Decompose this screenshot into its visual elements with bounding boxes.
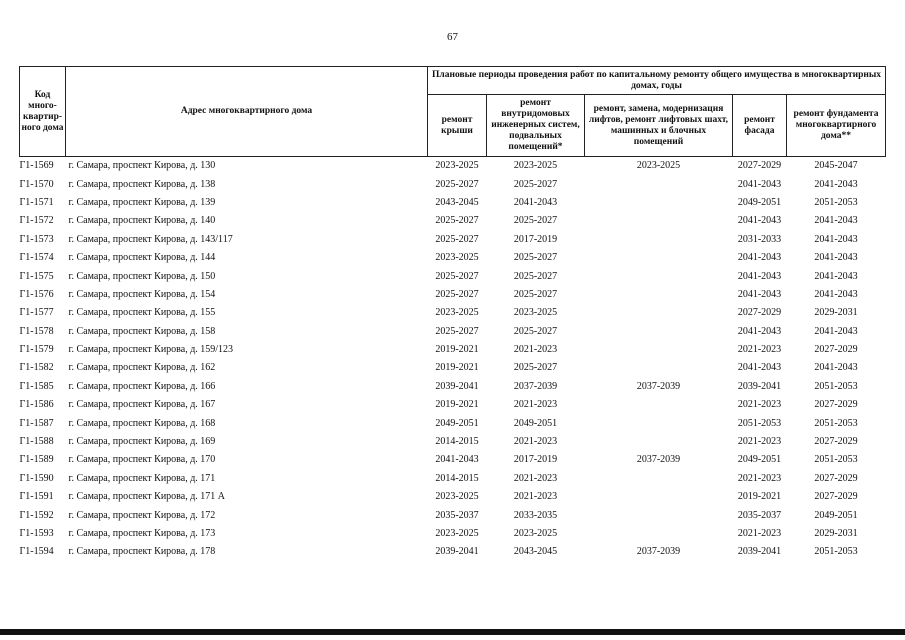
table-row (20, 231, 886, 249)
cell-address: г. Самара, проспект Кирова, д. 139 (68, 196, 216, 208)
cell-elevators (585, 414, 733, 432)
cell-engineering: 2023-2025 (513, 528, 558, 539)
cell-roof: 2019-2021 (435, 344, 479, 356)
cell-foundation: 2051-2053 (814, 546, 858, 558)
cell-elevators: 2037-2039 (636, 454, 681, 466)
cell-foundation: 2051-2053 (814, 454, 858, 466)
cell-roof: 2019-2021 (435, 399, 479, 411)
cell-code: Г1-1572 (19, 215, 54, 227)
cell-code: Г1-1578 (19, 325, 54, 337)
cell-code: Г1-1594 (19, 546, 54, 558)
table-row (20, 525, 886, 543)
cell-engineering: 2025-2027 (513, 362, 558, 374)
table-row (20, 506, 886, 524)
cell-code: Г1-1593 (19, 528, 54, 539)
cell-code: Г1-1591 (19, 491, 54, 503)
cell-address: г. Самара, проспект Кирова, д. 144 (68, 252, 216, 264)
cell-foundation: 2051-2053 (814, 196, 858, 208)
cell-elevators (585, 323, 733, 341)
cell-facade: 2041-2043 (737, 288, 782, 300)
cell-roof: 2025-2027 (435, 233, 479, 245)
table-row (20, 194, 886, 212)
table-body (20, 157, 886, 562)
cell-engineering: 2049-2051 (513, 417, 558, 429)
cell-elevators: 2037-2039 (636, 546, 681, 558)
cell-code: Г1-1577 (19, 307, 54, 319)
cell-foundation: 2027-2029 (814, 436, 858, 448)
cell-elevators (585, 286, 733, 304)
cell-facade: 2041-2043 (737, 325, 782, 337)
cell-engineering: 2023-2025 (513, 307, 558, 319)
cell-facade: 2041-2043 (737, 178, 782, 190)
cell-foundation: 2045-2047 (814, 160, 858, 172)
cell-engineering: 2025-2027 (513, 215, 558, 227)
table-row (20, 286, 886, 304)
cell-facade: 2041-2043 (737, 362, 782, 374)
cell-foundation: 2041-2043 (814, 270, 858, 282)
cell-foundation: 2041-2043 (814, 252, 858, 264)
cell-roof: 2023-2025 (435, 252, 479, 264)
table-row (20, 341, 886, 359)
header-roof: ремонт крыши (428, 95, 487, 157)
cell-address: г. Самара, проспект Кирова, д. 143/117 (68, 233, 233, 245)
cell-code: Г1-1586 (19, 399, 54, 411)
cell-foundation: 2051-2053 (814, 380, 858, 392)
cell-address: г. Самара, проспект Кирова, д. 159/123 (68, 344, 234, 356)
cell-engineering: 2017-2019 (513, 233, 558, 245)
cell-elevators: 2037-2039 (636, 380, 681, 392)
cell-elevators (585, 267, 733, 285)
cell-elevators (585, 488, 733, 506)
cell-engineering: 2037-2039 (513, 380, 558, 392)
header-engineering: ремонт внутридомовых инженерных систем, подвальных помещений* (487, 95, 585, 157)
cell-address: г. Самара, проспект Кирова, д. 154 (68, 288, 216, 300)
table-row (20, 433, 886, 451)
table-header (20, 67, 886, 157)
cell-code: Г1-1590 (19, 472, 54, 484)
cell-elevators (585, 433, 733, 451)
cell-foundation: 2029-2031 (814, 528, 858, 539)
cell-roof: 2014-2015 (435, 436, 479, 448)
cell-roof: 2025-2027 (435, 325, 479, 337)
cell-foundation: 2027-2029 (814, 399, 858, 411)
cell-address: г. Самара, проспект Кирова, д. 158 (68, 325, 216, 337)
cell-roof: 2014-2015 (435, 472, 479, 484)
cell-facade: 2021-2023 (737, 528, 782, 539)
cell-elevators (585, 506, 733, 524)
header-elevators: ремонт, замена, модернизация лифтов, ремонт лифтовых шахт, машинных и блочных помещений (585, 95, 733, 157)
table-row (20, 470, 886, 488)
cell-foundation: 2027-2029 (814, 472, 858, 484)
cell-code: Г1-1585 (19, 380, 54, 392)
cell-elevators: 2023-2025 (636, 160, 681, 172)
cell-elevators (585, 304, 733, 322)
cell-address: г. Самара, проспект Кирова, д. 168 (68, 417, 216, 429)
cell-roof: 2023-2025 (435, 307, 479, 319)
cell-code: Г1-1589 (19, 454, 54, 466)
cell-elevators (585, 194, 733, 212)
cell-facade: 2027-2029 (737, 160, 782, 172)
cell-elevators (585, 525, 733, 543)
cell-foundation: 2029-2031 (814, 307, 858, 319)
cell-engineering: 2021-2023 (513, 344, 558, 356)
cell-facade: 2021-2023 (737, 344, 782, 356)
cell-elevators (585, 175, 733, 193)
cell-engineering: 2033-2035 (513, 509, 558, 521)
cell-address: г. Самара, проспект Кирова, д. 140 (68, 215, 216, 227)
table-row (20, 212, 886, 230)
cell-facade: 2031-2033 (737, 233, 782, 245)
cell-facade: 2049-2051 (737, 196, 782, 208)
cell-address: г. Самара, проспект Кирова, д. 167 (68, 399, 216, 411)
header-facade: ремонт фасада (733, 95, 787, 157)
cell-address: г. Самара, проспект Кирова, д. 150 (68, 270, 216, 282)
cell-code: Г1-1587 (19, 417, 54, 429)
cell-roof: 2039-2041 (435, 380, 479, 392)
table-row (20, 304, 886, 322)
cell-roof: 2025-2027 (435, 270, 479, 282)
cell-facade: 2041-2043 (737, 252, 782, 264)
cell-code: Г1-1582 (19, 362, 54, 374)
cell-roof: 2043-2045 (435, 196, 479, 208)
cell-foundation: 2027-2029 (814, 491, 858, 503)
cell-code: Г1-1576 (19, 288, 54, 300)
cell-facade: 2019-2021 (737, 491, 782, 503)
table-row (20, 451, 886, 469)
cell-foundation: 2041-2043 (814, 233, 858, 245)
cell-code: Г1-1579 (19, 344, 54, 356)
cell-code: Г1-1569 (19, 160, 54, 172)
cell-address: г. Самара, проспект Кирова, д. 155 (68, 307, 216, 319)
header-address: Адрес многоквартирного дома (66, 67, 428, 157)
cell-engineering: 2017-2019 (513, 454, 558, 466)
cell-code: Г1-1592 (19, 509, 54, 521)
cell-elevators (585, 341, 733, 359)
cell-facade: 2041-2043 (737, 215, 782, 227)
cell-elevators (585, 231, 733, 249)
header-code: Код много-квартир-ного дома (20, 67, 66, 157)
cell-engineering: 2021-2023 (513, 472, 558, 484)
cell-facade: 2027-2029 (737, 307, 782, 319)
cell-facade: 2021-2023 (737, 472, 782, 484)
cell-code: Г1-1571 (19, 196, 54, 208)
cell-engineering: 2025-2027 (513, 288, 558, 300)
cell-engineering: 2021-2023 (513, 436, 558, 448)
cell-code: Г1-1570 (19, 178, 54, 190)
cell-foundation: 2041-2043 (814, 215, 858, 227)
cell-address: г. Самара, проспект Кирова, д. 178 (68, 546, 216, 558)
cell-engineering: 2021-2023 (513, 399, 558, 411)
page-number: 67 (447, 31, 458, 43)
cell-foundation: 2041-2043 (814, 362, 858, 374)
cell-address: г. Самара, проспект Кирова, д. 171 А (68, 491, 226, 503)
cell-facade: 2039-2041 (737, 380, 782, 392)
table-row (20, 323, 886, 341)
cell-foundation: 2041-2043 (814, 325, 858, 337)
cell-roof: 2041-2043 (435, 454, 479, 466)
cell-address: г. Самара, проспект Кирова, д. 166 (68, 380, 216, 392)
cell-foundation: 2051-2053 (814, 417, 858, 429)
cell-code: Г1-1575 (19, 270, 54, 282)
cell-engineering: 2025-2027 (513, 325, 558, 337)
header-foundation: ремонт фундамента многоквартирного дома** (787, 95, 886, 157)
cell-elevators (585, 396, 733, 414)
cell-foundation: 2041-2043 (814, 178, 858, 190)
cell-facade: 2021-2023 (737, 399, 782, 411)
cell-engineering: 2023-2025 (513, 160, 558, 172)
cell-code: Г1-1588 (19, 436, 54, 448)
cell-roof: 2035-2037 (435, 509, 479, 521)
cell-address: г. Самара, проспект Кирова, д. 170 (68, 454, 216, 466)
cell-elevators (585, 212, 733, 230)
cell-engineering: 2025-2027 (513, 178, 558, 190)
cell-roof: 2025-2027 (435, 215, 479, 227)
cell-roof: 2023-2025 (435, 491, 479, 503)
cell-address: г. Самара, проспект Кирова, д. 130 (68, 160, 216, 172)
table-row (20, 359, 886, 377)
cell-address: г. Самара, проспект Кирова, д. 162 (68, 362, 216, 374)
cell-address: г. Самара, проспект Кирова, д. 169 (68, 436, 216, 448)
capital-repair-table (19, 66, 886, 562)
cell-engineering: 2025-2027 (513, 252, 558, 264)
cell-engineering: 2021-2023 (513, 491, 558, 503)
cell-roof: 2023-2025 (435, 160, 479, 172)
cell-foundation: 2049-2051 (814, 509, 858, 521)
table-row (20, 175, 886, 193)
cell-engineering: 2043-2045 (513, 546, 558, 558)
cell-roof: 2049-2051 (435, 417, 479, 429)
cell-elevators (585, 359, 733, 377)
cell-foundation: 2027-2029 (814, 344, 858, 356)
cell-facade: 2021-2023 (737, 436, 782, 448)
table-row (20, 249, 886, 267)
table-row (20, 414, 886, 432)
cell-elevators (585, 470, 733, 488)
cell-address: г. Самара, проспект Кирова, д. 172 (68, 509, 216, 521)
cell-facade: 2035-2037 (737, 509, 782, 521)
table-row (20, 396, 886, 414)
table-row (20, 543, 886, 561)
cell-facade: 2041-2043 (737, 270, 782, 282)
cell-facade: 2051-2053 (737, 417, 782, 429)
cell-address: г. Самара, проспект Кирова, д. 173 (68, 528, 216, 539)
cell-code: Г1-1573 (19, 233, 54, 245)
cell-roof: 2025-2027 (435, 288, 479, 300)
header-planned-periods: Плановые периоды проведения работ по капитальному ремонту общего имущества в многоквартирных домах, годы (428, 67, 886, 95)
cell-engineering: 2041-2043 (513, 196, 558, 208)
cell-engineering: 2025-2027 (513, 270, 558, 282)
cell-code: Г1-1574 (19, 252, 54, 264)
cell-address: г. Самара, проспект Кирова, д. 171 (68, 472, 216, 484)
table-row (20, 157, 886, 176)
cell-facade: 2049-2051 (737, 454, 782, 466)
cell-roof: 2039-2041 (435, 546, 479, 558)
cell-roof: 2025-2027 (435, 178, 479, 190)
cell-address: г. Самара, проспект Кирова, д. 138 (68, 178, 216, 190)
cell-elevators (585, 249, 733, 267)
table-row (20, 488, 886, 506)
bottom-rule (0, 629, 905, 635)
cell-facade: 2039-2041 (737, 546, 782, 558)
cell-foundation: 2041-2043 (814, 288, 858, 300)
table-row (20, 378, 886, 396)
table-row (20, 267, 886, 285)
cell-roof: 2019-2021 (435, 362, 479, 374)
cell-roof: 2023-2025 (435, 528, 479, 539)
